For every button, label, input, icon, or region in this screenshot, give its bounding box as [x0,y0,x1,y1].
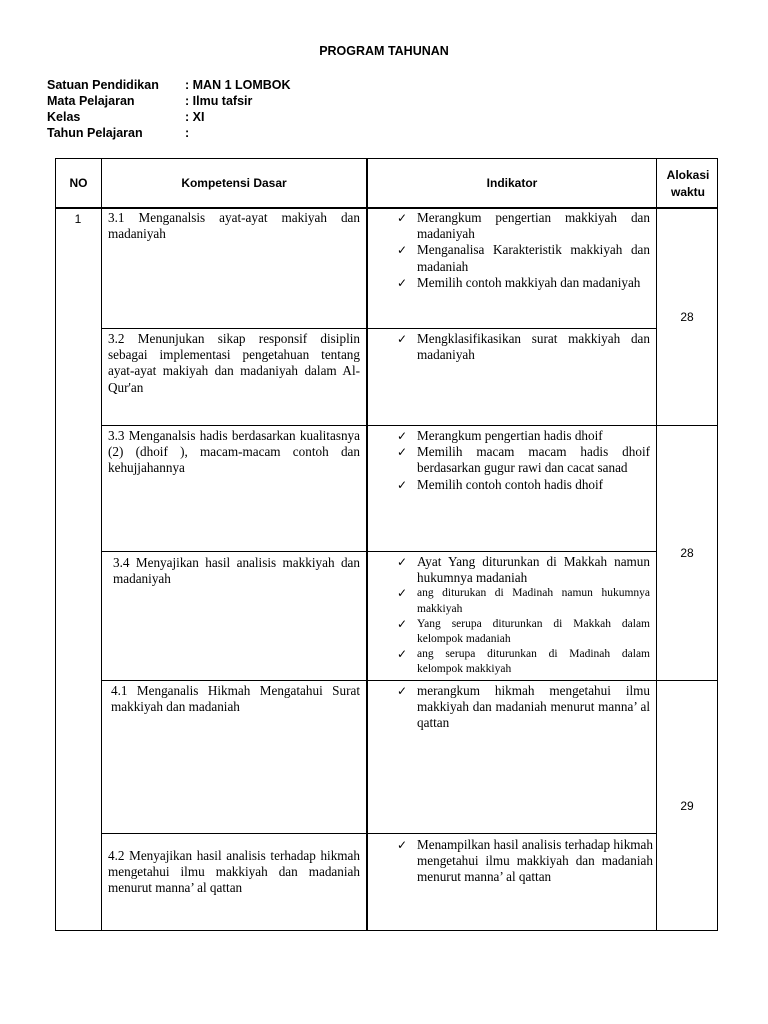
kd-3-4: 3.4 Menyajikan hasil analisis makkiyah dan madaniyah [113,555,360,587]
row-divider [101,425,717,426]
meta-block [47,77,291,141]
indikator-3-1 [395,210,650,291]
kd-3-3: 3.3 Menganalsis hadis berdasarkan kualitasnya (2) (dhoif ), macam-macam contoh dan kehujjahannya [108,428,360,476]
indikator-text: ang serupa diturunkan di Madinah dalam kelompok makkiyah [417,648,650,676]
indikator-item [395,477,650,493]
kd-3-1: 3.1 Menganalsis ayat-ayat makiyah dan madaniyah [108,210,360,242]
header-indikator: Indikator [486,176,538,190]
checkmark-icon: ✓ [397,586,408,601]
meta-label: Satuan Pendidikan [47,78,159,92]
alokasi-value: 28 [680,546,694,560]
indikator-text: merangkum hikmah mengetahui ilmu makkiyah dan madaniah menurut manna’ al qattan [417,683,650,731]
row-divider [101,680,717,681]
kd-3-2: 3.2 Menunjukan sikap responsif disiplin sebagai implementasi pengetahuan tentang ayat-ayat makiyah dan madaniyah dalam Al-Qur'an [108,331,360,395]
indikator-item [395,617,650,647]
meta-label: Tahun Pelajaran [47,126,143,140]
indikator-4-1 [395,683,650,732]
indikator-text: Yang serupa diturunkan di Makkah dalam kelompok madaniah [417,617,650,646]
meta-row [47,109,291,125]
meta-row [47,125,291,141]
indikator-text: Menampilkan hasil analisis terhadap hikmah mengetahui ilmu makkiyah dan madaniah menurut manna’ al qattan [417,837,653,885]
meta-value: : Ilmu tafsir [185,94,253,108]
checkmark-icon: ✓ [397,275,408,290]
indikator-item [395,586,650,616]
indikator-item [395,242,650,274]
checkmark-icon: ✓ [397,477,408,492]
indikator-item [395,444,650,476]
checkmark-icon: ✓ [397,243,408,258]
checkmark-icon: ✓ [397,445,408,460]
header-kompetensi-dasar: Kompetensi Dasar [181,176,287,190]
indikator-text: Merangkum pengertian hadis dhoif [417,428,603,443]
checkmark-icon: ✓ [397,555,408,569]
indikator-item [395,837,653,886]
alokasi-value: 29 [680,799,694,813]
indikator-item [395,210,650,242]
indikator-item [395,331,650,363]
checkmark-icon: ✓ [397,616,408,631]
page-title: PROGRAM TAHUNAN [319,44,449,58]
meta-label: Mata Pelajaran [47,94,135,108]
indikator-text: Memilih contoh contoh hadis dhoif [417,476,604,492]
program-table [55,158,718,931]
indikator-text: Ayat Yang diturunkan di Makkah namun hukumnya madaniah [417,554,650,586]
indikator-4-2 [395,837,653,886]
row-number: 1 [74,212,82,226]
header-no: NO [69,176,88,190]
indikator-3-3 [395,428,650,493]
alokasi-value: 28 [680,310,694,324]
indikator-3-2 [395,331,650,363]
indikator-item [395,683,650,732]
indikator-text: Memilih contoh makkiyah dan madaniyah [417,274,641,290]
indikator-3-4 [395,554,650,678]
header-alokasi-waktu: Alokasi waktu [666,167,710,199]
meta-value: : [185,126,190,140]
meta-label: Kelas [47,110,81,124]
indikator-text: ang diturukan di Madinah namun hukumnya makkiyah [417,587,650,615]
row-divider [101,833,656,834]
indikator-text: Memilih macam macam hadis dhoif berdasarkan gugur rawi dan cacat sanad [417,444,650,476]
indikator-item [395,647,650,677]
meta-row [47,77,291,93]
column-divider [366,159,368,930]
kd-4-1: 4.1 Menganalis Hikmah Mengatahui Surat makkiyah dan madaniah [111,683,360,715]
column-divider [656,159,657,930]
row-divider [101,328,656,329]
kd-4-2: 4.2 Menyajikan hasil analisis terhadap hikmah mengetahui ilmu makkiyah dan madaniah menurut manna’ al qattan [108,848,360,896]
indikator-item [395,275,650,291]
checkmark-icon: ✓ [397,647,408,662]
indikator-text: Merangkum pengertian makkiyah dan madaniyah [417,210,650,242]
checkmark-icon: ✓ [397,332,408,346]
column-divider [101,159,102,930]
meta-row [47,93,291,109]
checkmark-icon: ✓ [397,684,408,698]
checkmark-icon: ✓ [397,211,408,225]
indikator-item [395,554,650,586]
row-divider [101,551,656,552]
indikator-item [395,428,650,444]
checkmark-icon: ✓ [397,429,408,443]
indikator-text: Mengklasifikasikan surat makkiyah dan madaniyah [417,331,650,363]
checkmark-icon: ✓ [397,838,408,852]
indikator-text: Menganalisa Karakteristik makkiyah dan madaniah [417,242,650,274]
meta-value: : MAN 1 LOMBOK [185,78,291,92]
meta-value: : XI [185,110,205,124]
